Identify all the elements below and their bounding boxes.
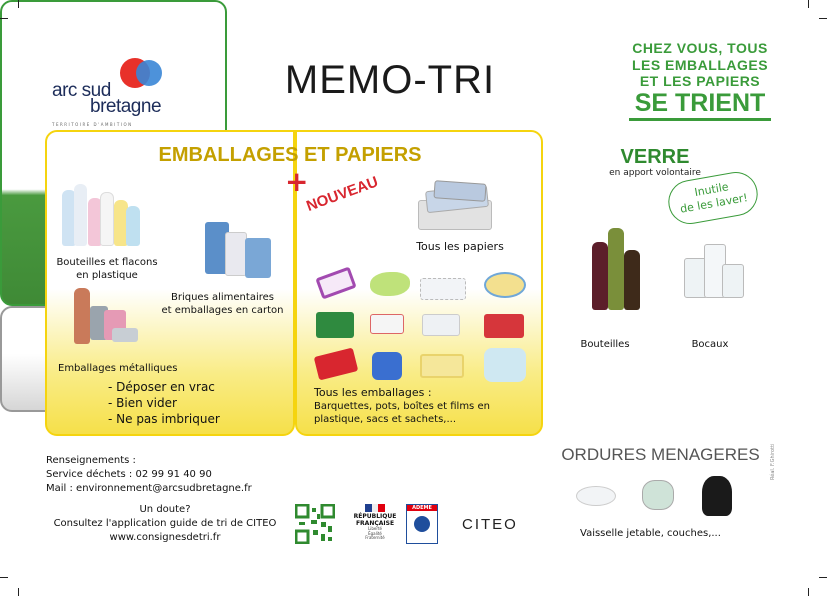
papers-image — [418, 180, 496, 232]
plastic-bottles-image — [60, 180, 145, 248]
slogan-line2: LES EMBALLAGES — [631, 56, 769, 73]
slogan-line1: CHEZ VOUS, TOUS — [632, 40, 768, 56]
logo-line2: bretagne — [90, 96, 162, 117]
ordures-caption: Vaisselle jetable, couches,... — [580, 528, 721, 539]
ne-pas-mettre-heading: Ne pas mettre : — [580, 363, 674, 377]
help-line1: Un doute? — [139, 504, 191, 515]
plastic-packaging-image — [312, 264, 534, 384]
page-title: MEMO-TRI — [284, 58, 496, 102]
qr-code-icon[interactable] — [295, 504, 335, 544]
republique-motto: Liberté Égalité Fraternité — [365, 526, 385, 540]
logo-line1: arc sud — [52, 80, 111, 101]
rule-item: - Bien vider — [108, 396, 177, 410]
contact-info — [46, 454, 296, 496]
exclusion-item: - La vaisselle — [580, 395, 658, 409]
republique-francaise-logo — [350, 504, 400, 548]
ordures-title: ORDURES MENAGERES — [561, 445, 760, 464]
glass-bottles-image — [592, 224, 652, 312]
ordures-image — [576, 476, 726, 520]
slogan-line4: SE TRIENT — [634, 88, 766, 117]
label-verre-bouteilles: Bouteilles — [580, 339, 630, 350]
help-line2: Consultez l'application guide de tri de CITEO — [53, 518, 277, 529]
crop-mark — [808, 588, 809, 596]
rule-item: - Déposer en vrac — [108, 380, 215, 394]
metal-cans-image — [72, 288, 142, 350]
crop-mark — [808, 0, 809, 8]
citeo-logo: CITEO — [462, 516, 518, 533]
crop-mark — [18, 588, 19, 596]
label-briques: Briques alimentaires et emballages en carton — [161, 292, 284, 316]
cartons-image — [205, 218, 275, 280]
plus-sign: + — [285, 165, 309, 198]
help-line3[interactable]: www.consignesdetri.fr — [109, 532, 221, 543]
rules-list — [108, 379, 268, 427]
crop-mark — [819, 18, 827, 19]
contact-heading: Renseignements : — [46, 455, 136, 466]
slogan-underline — [629, 118, 771, 121]
republique-text: RÉPUBLIQUE FRANÇAISE — [353, 513, 397, 527]
contact-phone: Service déchets : 02 99 91 40 90 — [46, 469, 212, 480]
label-tous-emballages: Tous les emballages : — [314, 386, 432, 399]
emballages-title: EMBALLAGES ET PAPIERS — [158, 144, 422, 166]
verre-subtitle: en apport volontaire — [609, 168, 701, 178]
logo-subtitle: TERRITOIRE D'AMBITION — [52, 122, 133, 127]
slogan-line3: ET LES PAPIERS — [639, 73, 761, 89]
crop-mark — [0, 18, 8, 19]
help-info — [30, 503, 300, 545]
label-verre-bocaux: Bocaux — [691, 339, 729, 350]
nouveau-badge: NOUVEAU — [304, 173, 381, 215]
ademe-text: ADEME — [407, 505, 437, 511]
ademe-logo — [406, 504, 438, 544]
label-bouteilles-plastique: Bouteilles et flacons en plastique — [56, 257, 158, 281]
logo-blue-blob — [136, 60, 162, 86]
glass-jars-image — [682, 240, 746, 302]
slogan — [625, 40, 775, 121]
verre-exclusions-list — [580, 362, 770, 426]
desc-tous-emballages: Barquettes, pots, boîtes et films en plastique, sacs et sachets,... — [314, 401, 490, 425]
contact-mail: Mail : environnement@arcsudbretagne.fr — [46, 483, 252, 494]
label-tous-papiers: Tous les papiers — [416, 240, 504, 253]
label-emballages-metalliques: Emballages métalliques — [58, 363, 178, 374]
arc-sud-bretagne-logo — [48, 58, 178, 128]
crop-mark — [819, 577, 827, 578]
inutile-text: Inutile de les laver! — [679, 180, 749, 216]
exclusion-item: - Les bouchons et couvercles — [580, 379, 755, 393]
credit-text: Réal. F.Ghirotti — [770, 443, 776, 480]
exclusion-item: - Les ampoules — [580, 411, 671, 425]
crop-mark — [18, 0, 19, 8]
verre-title: VERRE — [620, 146, 690, 168]
rule-item: - Ne pas imbriquer — [108, 412, 220, 426]
crop-mark — [0, 577, 8, 578]
